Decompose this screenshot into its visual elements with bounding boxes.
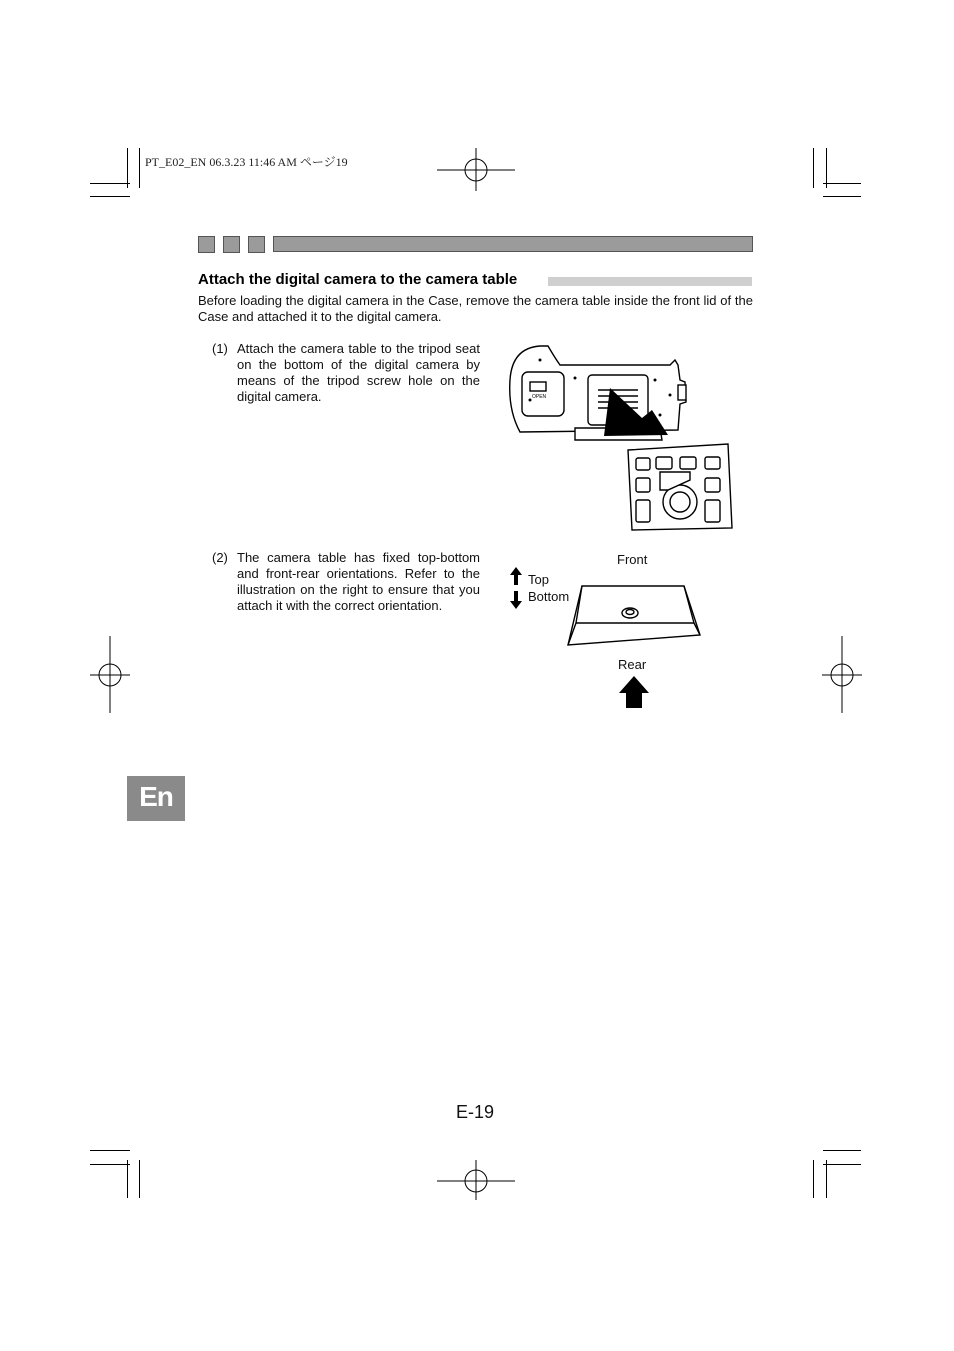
step-1-text: Attach the camera table to the tripod seat on the bottom of the digital camera by means of the tripod screw hole on the digital camera. — [237, 341, 480, 404]
section-title: Attach the digital camera to the camera table — [198, 271, 518, 288]
header-square-2 — [223, 236, 240, 253]
camera-table-attach-illustration — [500, 340, 740, 535]
step-2-text: The camera table has fixed top-bottom and front-rear orientations. Refer to the illustration on the right to ensure that you attach it with the correct orientation. — [237, 550, 480, 613]
language-tab — [127, 776, 185, 821]
label-rear: Rear — [618, 657, 647, 672]
step-2-number: (2) — [212, 550, 228, 565]
header-long-bar — [273, 236, 753, 252]
print-slug: PT_E02_EN 06.3.23 11:46 AM ページ19 — [145, 155, 348, 169]
intro-paragraph: Before loading the digital camera in the Case, remove the camera table inside the front lid of the Case and attached it to the digital camera. — [198, 293, 753, 324]
step-1 — [212, 341, 480, 405]
page-number: E-19 — [456, 1102, 495, 1122]
header-square-3 — [248, 236, 265, 253]
header-square-1 — [198, 236, 215, 253]
label-top: Top — [528, 572, 549, 587]
rear-direction-arrow-icon — [618, 675, 650, 709]
step-1-number: (1) — [212, 341, 228, 356]
label-front: Front — [617, 552, 648, 567]
language-tab-label: En — [139, 781, 173, 812]
camera-table-side-illustration — [566, 583, 706, 653]
camera-open-marking: OPEN — [532, 394, 547, 400]
section-title-bar — [548, 277, 752, 286]
step-2 — [212, 550, 480, 614]
top-bottom-arrows-icon — [508, 566, 524, 610]
label-bottom: Bottom — [528, 589, 570, 604]
